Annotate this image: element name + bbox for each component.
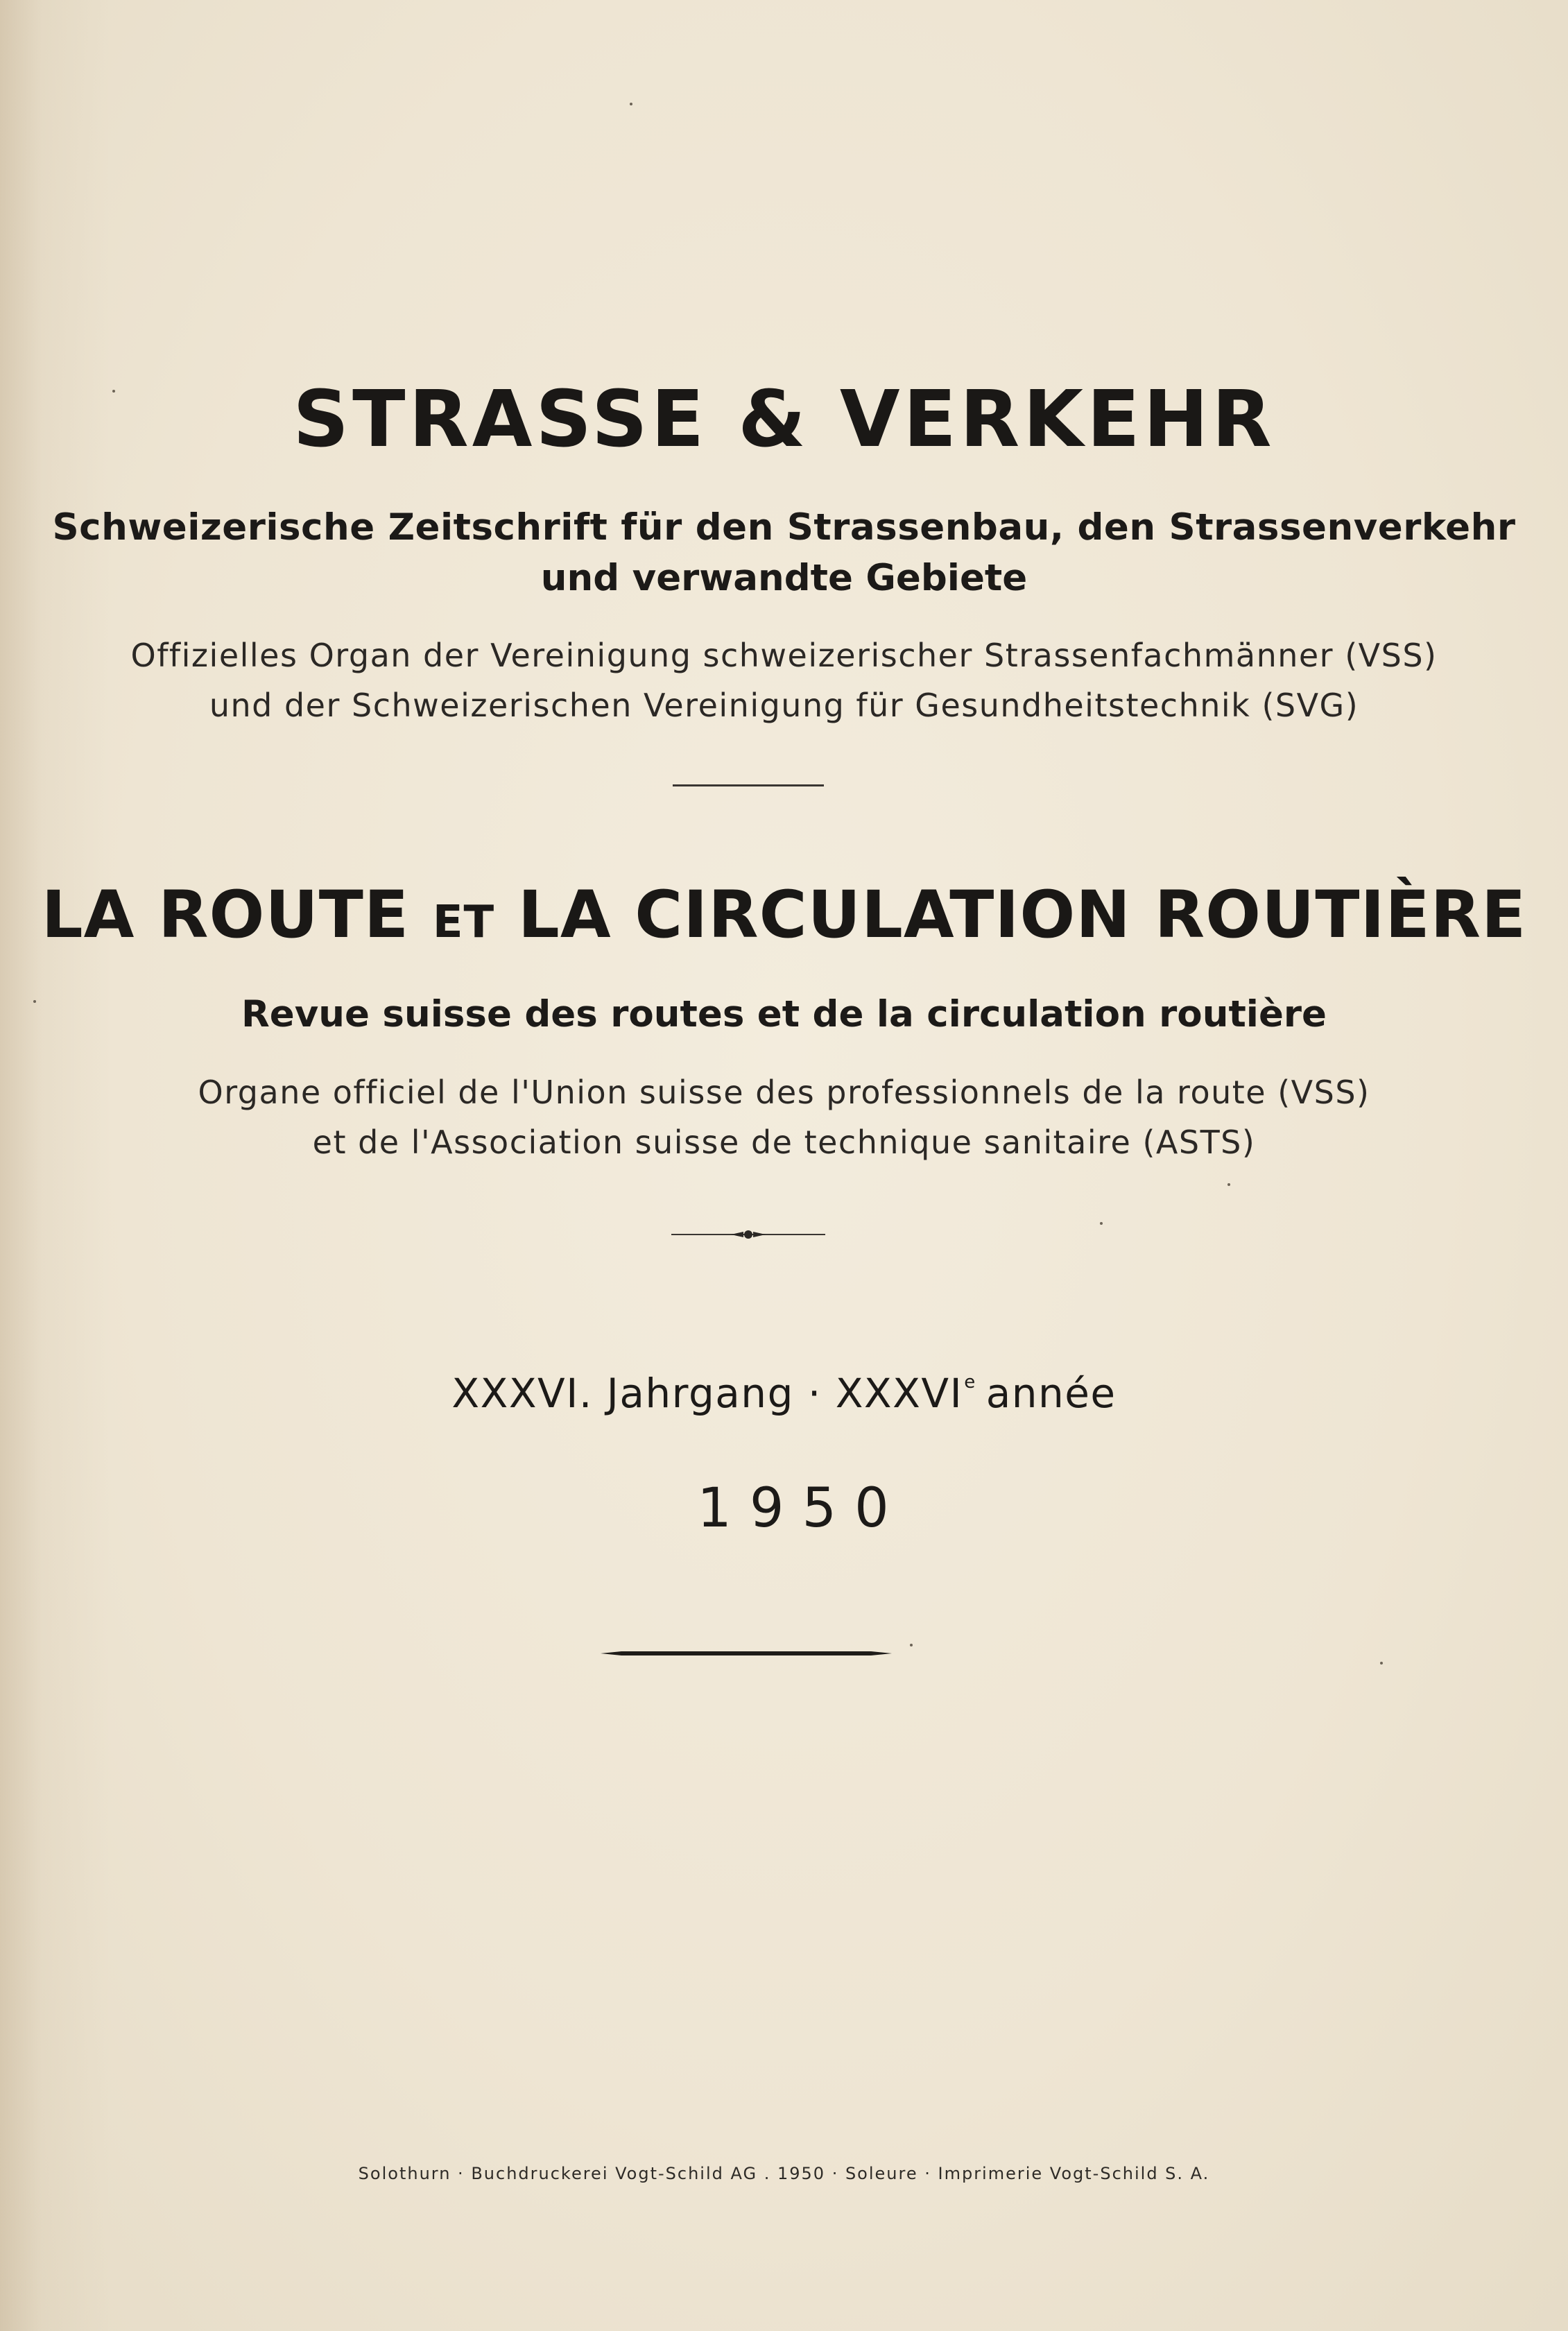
french-organ-line1: Organe officiel de l'Union suisse des professionnels de la route (VSS) bbox=[198, 1074, 1370, 1111]
volume-german: XXXVI. Jahrgang bbox=[451, 1370, 794, 1417]
paper-speck bbox=[1380, 1662, 1383, 1665]
german-subtitle-line2: und verwandte Gebiete bbox=[540, 557, 1028, 599]
french-title-part3: LA CIRCULATION ROUTIÈRE bbox=[494, 877, 1527, 953]
volume-french-word: année bbox=[985, 1370, 1117, 1417]
volume-separator: · bbox=[793, 1370, 836, 1417]
french-title-part2: ET bbox=[432, 897, 495, 948]
french-organ-line2: et de l'Association suisse de technique sanitaire (ASTS) bbox=[312, 1124, 1256, 1161]
german-organ-line1: Offizielles Organ der Vereinigung schweizerischer Strassenfachmänner (VSS) bbox=[130, 637, 1438, 674]
paper-speck bbox=[910, 1644, 913, 1646]
printer-imprint: Solothurn · Buchdruckerei Vogt-Schild AG . 1950 · Soleure · Imprimerie Vogt-Schild S. A. bbox=[358, 2164, 1210, 2183]
french-subtitle: Revue suisse des routes et de la circulation routière bbox=[241, 993, 1327, 1035]
german-title: STRASSE & VERKEHR bbox=[293, 375, 1275, 465]
section-divider bbox=[673, 784, 824, 786]
tapered-rule bbox=[601, 1649, 892, 1658]
ornament-divider-icon bbox=[671, 1228, 825, 1241]
german-organ-line2: und der Schweizerischen Vereinigung für Gesundheitstechnik (SVG) bbox=[209, 687, 1359, 724]
french-title bbox=[0, 877, 1568, 953]
year: 1950 bbox=[697, 1477, 907, 1540]
paper-speck bbox=[1227, 1183, 1230, 1186]
paper-speck bbox=[33, 1000, 36, 1003]
paper-speck bbox=[630, 103, 632, 105]
paper-speck bbox=[1100, 1222, 1103, 1225]
volume-line bbox=[0, 1370, 1568, 1417]
paper-speck bbox=[112, 390, 115, 393]
french-title-part1: LA ROUTE bbox=[41, 877, 433, 953]
german-subtitle-line1: Schweizerische Zeitschrift für den Strassenbau, den Strassenverkehr bbox=[52, 506, 1516, 549]
volume-french-superscript: e bbox=[964, 1372, 976, 1393]
volume-french-numeral: XXXVI bbox=[835, 1370, 963, 1417]
